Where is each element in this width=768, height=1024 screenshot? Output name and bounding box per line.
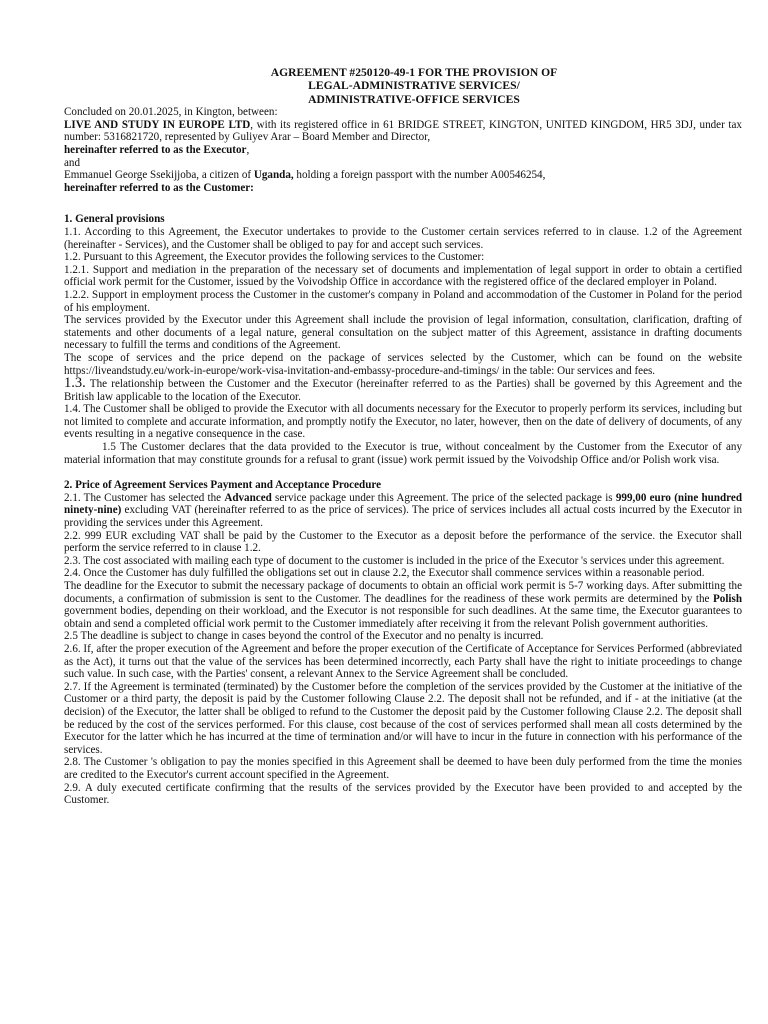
text-run: , — [246, 144, 250, 156]
text-run: 2.8. The Customer 's obligation to pay the monies specified in this Agreement shall be deemed to have been duly performed from the time the monies are credited to the Executor's current account specified in the Agreement. — [64, 756, 742, 781]
intro-paragraph — [64, 144, 742, 157]
clause-paragraph — [64, 441, 742, 466]
text-run: 2.9. A duly executed certificate confirming that the results of the services provided by the Executor have been provided to and accepted by the Customer. — [64, 781, 742, 807]
title-line: LEGAL-ADMINISTRATIVE SERVICES/ — [308, 79, 520, 93]
text-run: 1.5 The Customer declares that the data provided to the Executor is true, without concealment by the Customer from the Executor of any material information that may constitute grounds for a refusal to grant (issue) work permit issued by the Voivodship Office and/or Polish work visa. — [64, 441, 742, 466]
text-run: 2.5 The deadline is subject to change in cases beyond the control of the Executor and no penalty is incurred. — [64, 630, 544, 643]
text-run: government bodies, depending on their workload, and the Executor is not responsible for such deadlines. At the same time, the Executor guarantees to obtain and send a completed official work permit to the Customer immediately after receiving it from the relevant Polish government authorities. — [64, 605, 742, 630]
text-run: 2.2. 999 EUR excluding VAT shall be paid by the Customer to the Executor as a deposit before the performance of the service. the Executor shall perform the service referred to in clause 1.2. — [64, 529, 742, 555]
text-run: 1.2. Pursuant to this Agreement, the Executor provides the following services to the Customer: — [64, 251, 485, 264]
title-line: ADMINISTRATIVE-OFFICE SERVICES — [308, 92, 520, 106]
clause-paragraph — [64, 681, 742, 757]
clause-paragraph — [64, 352, 742, 377]
clause-paragraph — [64, 377, 742, 403]
bold-text: hereinafter referred to as the Customer: — [64, 181, 254, 194]
text-run: and — [64, 156, 81, 169]
text-run: Concluded on 20.01.2025, in Kington, between: — [64, 106, 278, 119]
section-price-payment — [64, 479, 742, 806]
intro-paragraph — [64, 119, 742, 144]
intro-paragraph — [64, 182, 742, 195]
text-run: 2.7. If the Agreement is terminated (terminated) by the Customer before the completion of the services provided by the Customer at the initiative of the Customer or a third party, the deposit is paid by the Customer following Clause 2.2. The deposit shall not be refunded, and if - at the initiative (at the decision) of the Executor, the latter shall be obliged to refund to the Customer the deposit paid by the Customer following Clause 2.2. The deposit shall be reduced by the cost of the services performed. For this clause, cost because of the cost of services performed shall mean all costs determined by the Executor for the latter which he has incurred at the time of termination and/or will have to incur in the future in connection with his performance of the services. — [64, 680, 742, 756]
clause-paragraph — [64, 289, 742, 314]
bold-text: hereinafter referred to as the Executor — [64, 144, 247, 156]
section-general-provisions — [64, 213, 742, 466]
text-run: service package under this Agreement. The price of the selected package is — [271, 491, 616, 504]
text-run: holding a foreign passport with the number A00546254, — [293, 169, 546, 182]
text-run: 2.1. The Customer has selected the — [64, 491, 225, 504]
clause-paragraph — [64, 630, 742, 643]
parties-intro — [64, 106, 742, 194]
text-run: Emmanuel George Ssekijjoba, a citizen of — [64, 169, 254, 182]
bold-text: 999,00 euro (nine hundred ninety-nine) — [64, 491, 742, 517]
text-run: 1.1. According to this Agreement, the Executor undertakes to provide to the Customer certain services referred to in clause. 1.2 of the Agreement (hereinafter - Services), and the Customer shall be obliged to pay for and accept such services. — [64, 225, 742, 251]
text-run: , with its registered office in 61 BRIDGE STREET, KINGTON, UNITED KINGDOM, HR5 3DJ, under tax number: 5316821720, represented by Guliyev Arar – Board Member and Director, — [64, 118, 742, 144]
clause-paragraph — [64, 530, 742, 555]
clause-paragraph — [64, 403, 742, 441]
text-run: 2.6. If, after the proper execution of the Agreement and before the proper execution of the Certificate of Acceptance for Services Performed (abbreviated as the Act), it turns out that the value of the services has been determined incorrectly, each Party shall have the right to initiate proceedings to change such value. In such case, with the Parties' consent, a relevant Annex to the Service Agreement shall be concluded. — [64, 642, 742, 681]
bold-text: Advanced — [224, 491, 272, 504]
text-run: 1.2.2. Support in employment process the Customer in the customer's company in Poland and accommodation of the Customer in Poland for the period of his employment. — [64, 288, 742, 314]
clause-paragraph — [64, 555, 742, 568]
text-run: excluding VAT (hereinafter referred to as the price of services). The price of services includes all actual costs incurred by the Executor in providing the services under this Agreement. — [64, 504, 742, 530]
text-run: The services provided by the Executor under this Agreement shall include the provision of legal information, consultation, clarification, drafting of statements and other documents of a legal nature, general consultation on the subject matter of this Agreement, assistance in drafting documents necessary to fulfill the terms and conditions of the Agreement. — [64, 314, 742, 352]
section-heading: 2. Price of Agreement Services Payment and Acceptance Procedure — [64, 479, 382, 492]
intro-paragraph — [64, 157, 742, 170]
text-run: 2.3. The cost associated with mailing each type of document to the customer is included in the price of the Executor 's services under this agreement. — [64, 554, 725, 567]
section-heading: 1. General provisions — [64, 213, 165, 226]
bold-text: Uganda, — [253, 169, 294, 182]
intro-paragraph — [64, 169, 742, 182]
text-run: 1.3. — [64, 375, 86, 392]
clause-paragraph — [64, 756, 742, 781]
bold-text: Polish — [713, 592, 742, 605]
clause-paragraph — [64, 251, 742, 264]
text-run: 1.4. The Customer shall be obliged to provide the Executor with all documents necessary for the Executor to properly perform its services, including but not limited to complete and accurate information, and promptly notify the Executor, no later, however, then on the date of delivery of documents, of any events resulting in a negative consequence in the case. — [64, 403, 742, 441]
text-run: The deadline for the Executor to submit the necessary package of documents to obtain an official work permit is 5-7 working days. After submitting the documents, a confirmation of submission is sent to the Customer. The deadlines for the readiness of these work permits are determined by the — [64, 580, 742, 605]
text-run: The scope of services and the price depend on the package of services selected by the Customer, which can be found on the website https://liveandstudy.eu/work-in-europe/work-visa-invitation-and-embassy-procedure-and-timings/ in the table: Our services and fees. — [64, 351, 742, 377]
clause-paragraph — [64, 580, 742, 630]
clause-paragraph — [64, 226, 742, 251]
intro-paragraph — [64, 106, 742, 119]
clause-paragraph — [64, 264, 742, 289]
agreement-title — [86, 66, 742, 106]
text-run: The relationship between the Customer and the Executor (hereinafter referred to as the Parties) shall be governed by this Agreement and the British law applicable to the location of the Executor. — [64, 378, 742, 403]
clause-paragraph — [64, 492, 742, 530]
title-line: AGREEMENT #250120-49-1 FOR THE PROVISION OF — [270, 66, 558, 79]
text-run: 1.2.1. Support and mediation in the preparation of the necessary set of documents and implementation of legal support in order to obtain a certified official work permit for the Customer, issued by the Voivodship Office in accordance with the registered office of the declared employer in Poland. — [64, 263, 742, 289]
text-run: 2.4. Once the Customer has duly fulfilled the obligations set out in clause 2.2, the Executor shall commence services within a reasonable period. — [64, 567, 705, 580]
clause-paragraph — [64, 643, 742, 681]
section-body — [64, 226, 742, 466]
clause-paragraph — [64, 314, 742, 352]
section-body — [64, 492, 742, 807]
bold-text: LIVE AND STUDY IN EUROPE LTD — [64, 118, 251, 131]
clause-paragraph — [64, 567, 742, 580]
clause-paragraph — [64, 782, 742, 807]
